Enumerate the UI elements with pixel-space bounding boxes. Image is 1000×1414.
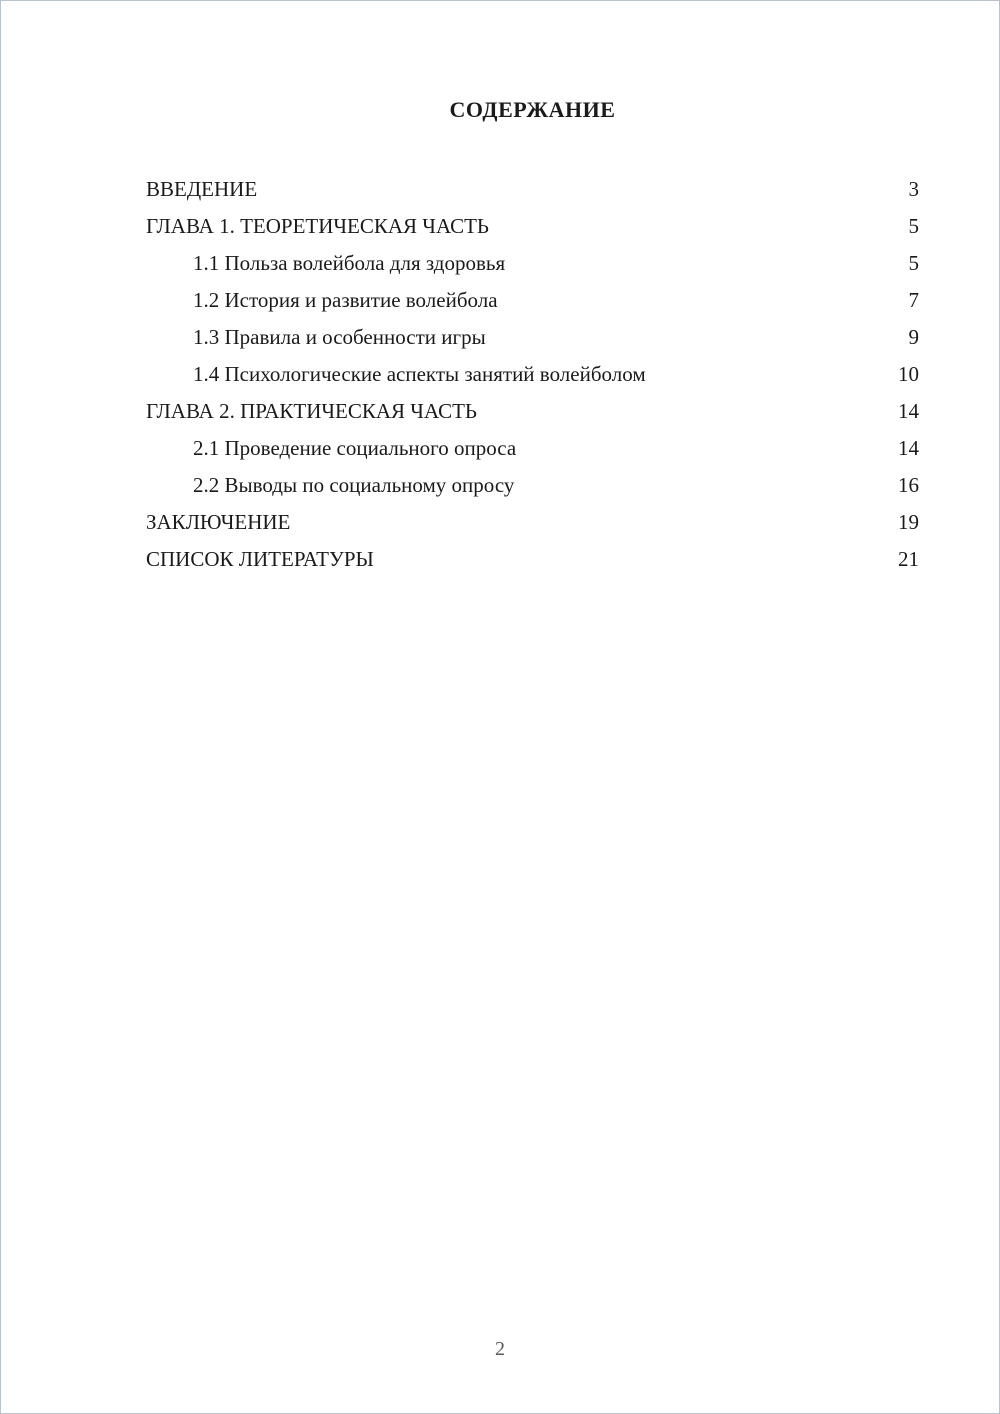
toc-entry-label: СПИСОК ЛИТЕРАТУРЫ bbox=[146, 547, 374, 571]
toc-entry bbox=[146, 393, 919, 430]
toc-entry-page: 14 bbox=[898, 399, 919, 423]
toc-entry bbox=[146, 356, 919, 393]
toc-entry bbox=[146, 282, 919, 319]
toc-entry-page: 9 bbox=[908, 325, 919, 349]
toc-entry-page: 14 bbox=[898, 436, 919, 460]
toc-entry bbox=[146, 504, 919, 541]
toc-entry-page: 16 bbox=[898, 473, 919, 497]
toc-entry-page: 3 bbox=[908, 177, 919, 201]
toc-entry-label: 2.2 Выводы по социальному опросу bbox=[193, 473, 515, 497]
toc-entry bbox=[146, 430, 919, 467]
toc-entry-page: 10 bbox=[898, 362, 919, 386]
toc-entry bbox=[146, 208, 919, 245]
toc-entry-label: ГЛАВА 2. ПРАКТИЧЕСКАЯ ЧАСТЬ bbox=[146, 399, 477, 423]
toc-entry-page: 7 bbox=[908, 288, 919, 312]
toc-entry bbox=[146, 319, 919, 356]
toc-entry-label: 1.1 Польза волейбола для здоровья bbox=[193, 251, 506, 275]
content-area bbox=[146, 97, 919, 578]
toc-entry-page: 5 bbox=[908, 214, 919, 238]
toc-entry-label: ЗАКЛЮЧЕНИЕ bbox=[146, 510, 291, 534]
toc-entry-label: 1.2 История и развитие волейбола bbox=[193, 288, 498, 312]
toc-entry bbox=[146, 467, 919, 504]
toc-entry bbox=[146, 541, 919, 578]
toc-entry bbox=[146, 245, 919, 282]
toc-entry-label: ВВЕДЕНИЕ bbox=[146, 177, 258, 201]
toc-entry-label: 1.4 Психологические аспекты занятий волейболом bbox=[193, 362, 646, 386]
page-number: 2 bbox=[495, 1338, 505, 1360]
toc-entry-label: 1.3 Правила и особенности игры bbox=[193, 325, 486, 349]
toc-entry-page: 21 bbox=[898, 547, 919, 571]
toc-entry-page: 19 bbox=[898, 510, 919, 534]
document-title: СОДЕРЖАНИЕ bbox=[449, 97, 616, 122]
toc-entry-label: ГЛАВА 1. ТЕОРЕТИЧЕСКАЯ ЧАСТЬ bbox=[146, 214, 489, 238]
toc-entry bbox=[146, 171, 919, 208]
toc-entry-page: 5 bbox=[908, 251, 919, 275]
toc-entry-label: 2.1 Проведение социального опроса bbox=[193, 436, 517, 460]
table-of-contents bbox=[146, 171, 919, 578]
